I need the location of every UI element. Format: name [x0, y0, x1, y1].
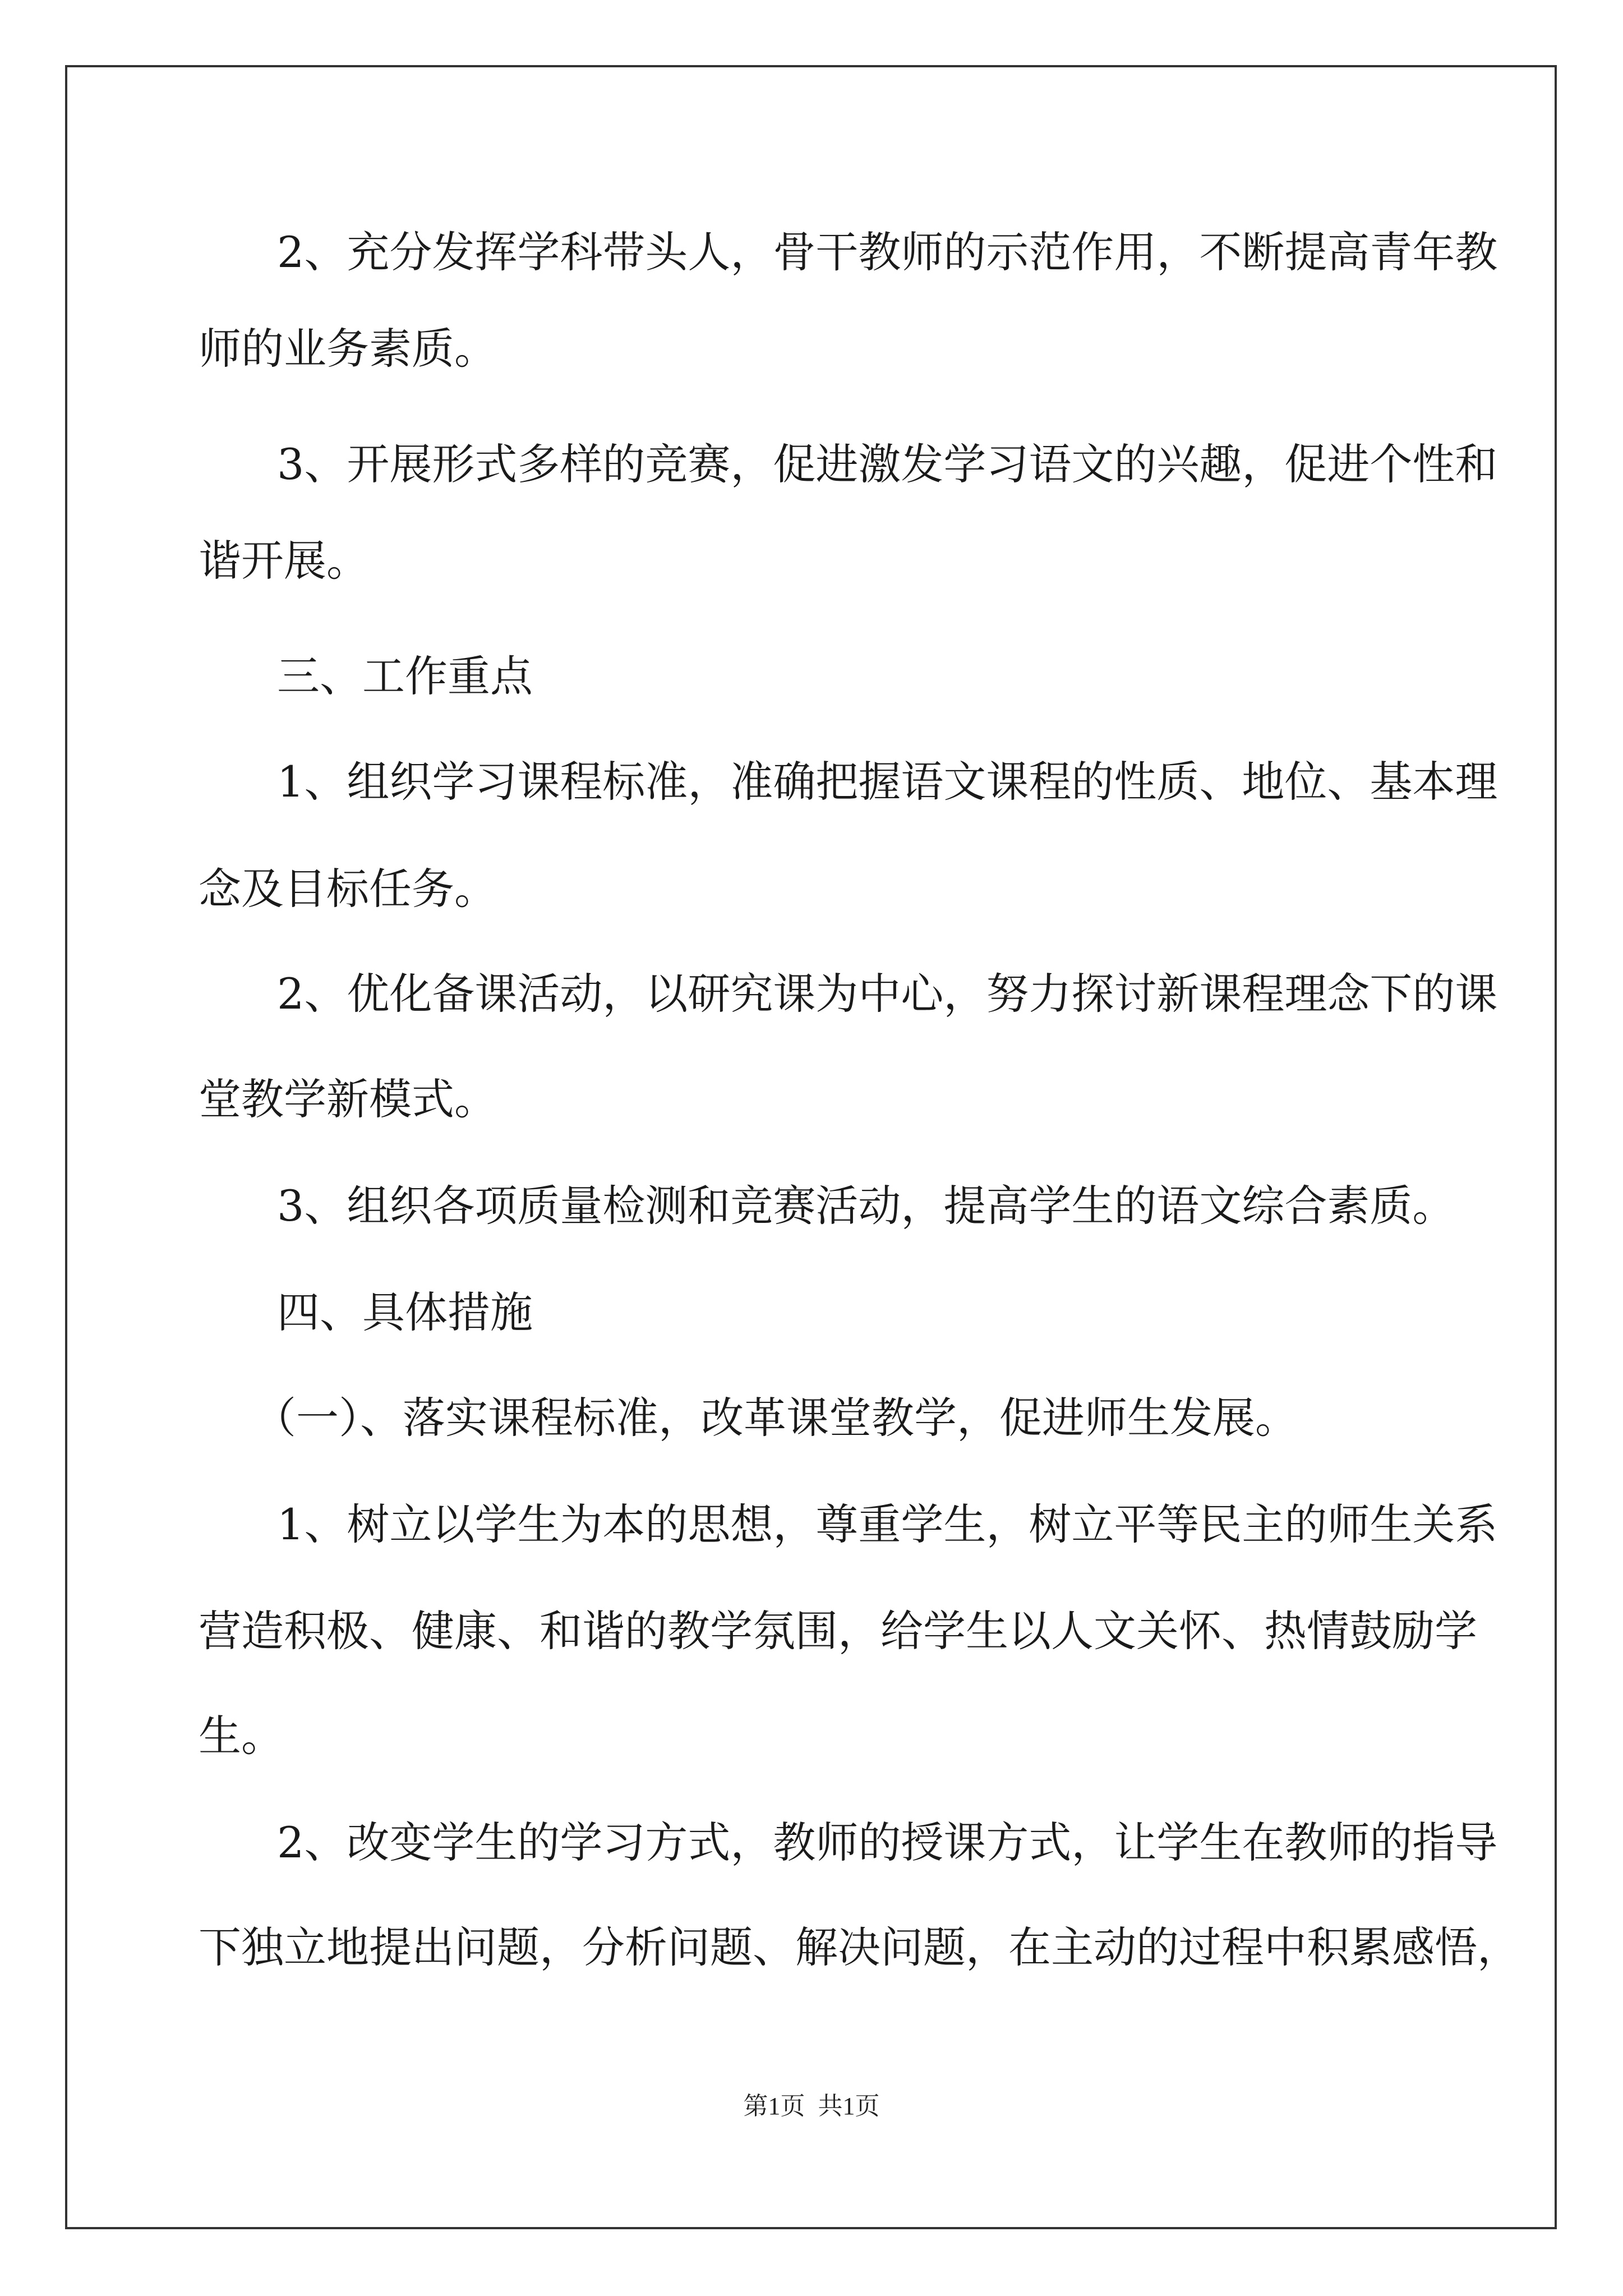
paragraph-line: 下独立地提出问题，分析问题、解决问题，在主动的过程中积累感悟， [199, 1922, 1520, 1972]
paragraph-line: 谐开展。 [199, 536, 369, 586]
page-total: 共1页 [818, 2092, 880, 2120]
paragraph-line: 营造积极、健康、和谐的教学氛围，给学生以人文关怀、热情鼓励学 [199, 1606, 1477, 1656]
paragraph-line: 3、开展形式多样的竞赛，促进激发学习语文的兴趣，促进个性和 [277, 439, 1498, 489]
paragraph-line: 2、改变学生的学习方式，教师的授课方式，让学生在教师的指导 [277, 1818, 1498, 1867]
section-heading: 三、工作重点 [277, 651, 533, 701]
page-border [65, 65, 1557, 2229]
paragraph-line: 1、组织学习课程标准，准确把握语文课程的性质、地位、基本理 [277, 757, 1498, 807]
paragraph-line: 堂教学新模式。 [199, 1074, 497, 1124]
paragraph-line: 生。 [199, 1711, 284, 1761]
page-number: 第1页 [743, 2092, 805, 2120]
paragraph-line: 师的业务素质。 [199, 324, 497, 374]
subsection-heading: （一）、落实课程标准，改革课堂教学，促进师生发展。 [253, 1393, 1298, 1443]
paragraph-line: 2、优化备课活动，以研究课为中心，努力探讨新课程理念下的课 [277, 969, 1498, 1019]
paragraph-line: 2、充分发挥学科带头人，骨干教师的示范作用，不断提高青年教 [277, 227, 1498, 277]
section-heading: 四、具体措施 [277, 1287, 533, 1337]
paragraph-line: 3、组织各项质量检测和竞赛活动，提高学生的语文综合素质。 [277, 1181, 1455, 1231]
paragraph-line: 念及目标任务。 [199, 864, 497, 914]
page-footer [0, 2086, 1623, 2122]
paragraph-line: 1、树立以学生为本的思想，尊重学生，树立平等民主的师生关系 [277, 1499, 1498, 1549]
